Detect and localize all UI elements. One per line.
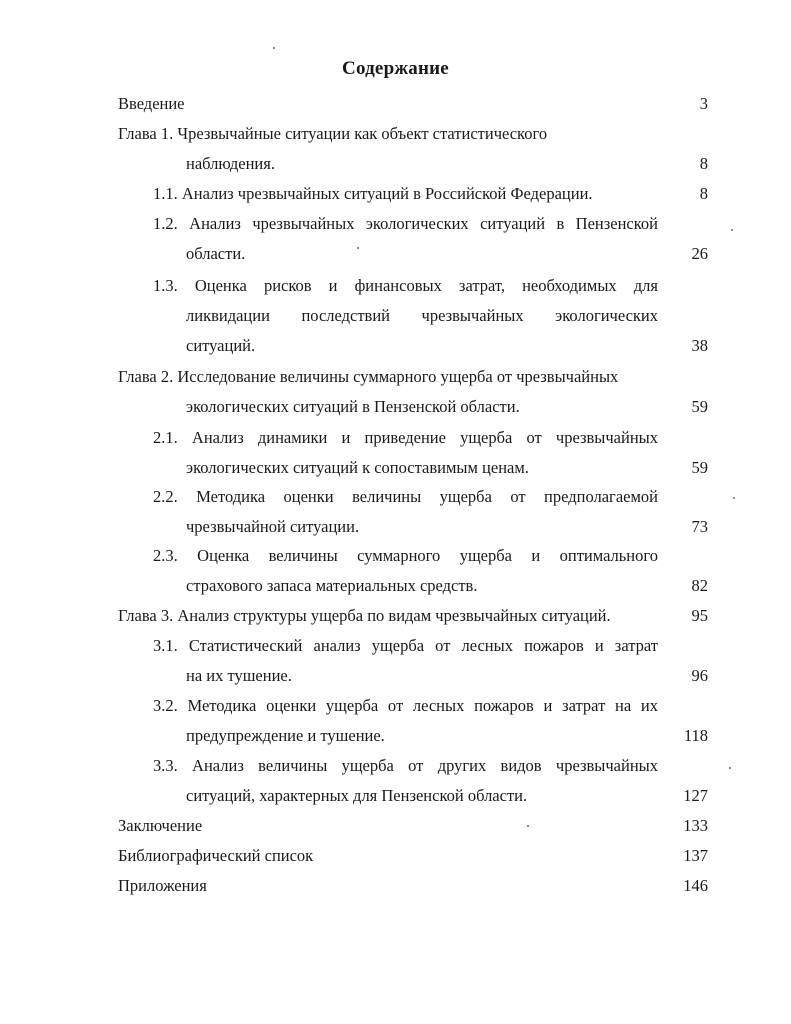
toc-entry-chapter-1-continued: наблюдения.: [186, 154, 275, 173]
page-title: Содержание: [342, 58, 449, 79]
toc-entry-introduction: Введение: [118, 94, 185, 113]
toc-page-number: 38: [691, 336, 708, 355]
toc-entry-section-1-3-continued: ситуаций.: [186, 336, 256, 355]
scan-speck: [733, 497, 735, 499]
toc-entry-section-3-2-continued: предупреждение и тушение.: [186, 726, 385, 745]
toc-entry-section-3-1: 3.1. Статистический анализ ущерба от лесных пожаров и затрат: [153, 636, 658, 655]
toc-entry-appendices: Приложения: [118, 876, 207, 895]
toc-page-number: 3: [699, 94, 708, 113]
toc-page-number: 133: [683, 816, 708, 835]
toc-page-number: 127: [683, 786, 708, 805]
toc-entry-section-1-2: 1.2. Анализ чрезвычайных экологических ситуаций в Пензенской: [153, 214, 658, 233]
toc-entry-chapter-1: Глава 1. Чрезвычайные ситуации как объект статистического: [118, 124, 548, 143]
toc-page-number: 73: [691, 517, 708, 536]
scan-speck: [731, 229, 733, 231]
scan-speck: [527, 825, 529, 827]
toc-page-number: 95: [691, 606, 708, 625]
toc-entry-section-2-2: 2.2. Методика оценки величины ущерба от предполагаемой: [153, 487, 658, 506]
toc-entry-section-2-1-continued: экологических ситуаций к сопоставимым ценам.: [186, 458, 529, 477]
toc-entry-section-2-3-continued: страхового запаса материальных средств.: [186, 576, 478, 595]
toc-entry-section-3-3: 3.3. Анализ величины ущерба от других видов чрезвычайных: [153, 756, 658, 775]
toc-page-number: 146: [683, 876, 708, 895]
toc-page-number: 59: [691, 458, 708, 477]
toc-entry-chapter-3: Глава 3. Анализ структуры ущерба по видам чрезвычайных ситуаций.: [118, 606, 611, 625]
toc-page-number: 118: [683, 726, 708, 745]
scan-speck: [729, 767, 731, 769]
toc-entry-section-2-2-continued: чрезвычайной ситуации.: [186, 517, 360, 536]
scan-speck: [273, 47, 275, 49]
toc-entry-section-3-1-continued: на их тушение.: [186, 666, 292, 685]
toc-entry-section-3-3-continued: ситуаций, характерных для Пензенской области.: [186, 786, 528, 805]
toc-entry-chapter-2: Глава 2. Исследование величины суммарного ущерба от чрезвычайных: [118, 367, 619, 386]
toc-entry-conclusion: Заключение: [118, 816, 203, 835]
toc-page-number: 137: [683, 846, 708, 865]
toc-entry-section-1-2-continued: области.: [186, 244, 246, 263]
toc-entry-section-1-3: 1.3. Оценка рисков и финансовых затрат, необходимых для: [153, 276, 658, 295]
scan-speck: [357, 247, 359, 249]
toc-page-number: 96: [691, 666, 708, 685]
toc-entry-section-2-1: 2.1. Анализ динамики и приведение ущерба от чрезвычайных: [153, 428, 658, 447]
toc-entry-section-1-3-continued: ликвидации последствий чрезвычайных экологических: [186, 306, 658, 325]
toc-entry-section-1-1: 1.1. Анализ чрезвычайных ситуаций в Российской Федерации.: [153, 184, 593, 203]
toc-page-number: 8: [699, 154, 708, 173]
toc-page-number: 8: [699, 184, 708, 203]
toc-page-number: 26: [691, 244, 708, 263]
toc-page-number: 59: [691, 397, 708, 416]
toc-entry-section-3-2: 3.2. Методика оценки ущерба от лесных пожаров и затрат на их: [153, 696, 658, 715]
toc-entry-section-2-3: 2.3. Оценка величины суммарного ущерба и оптимального: [153, 546, 658, 565]
toc-entry-bibliography: Библиографический список: [118, 846, 314, 865]
toc-page-number: 82: [691, 576, 708, 595]
toc-entry-chapter-2-continued: экологических ситуаций в Пензенской области.: [186, 397, 520, 416]
